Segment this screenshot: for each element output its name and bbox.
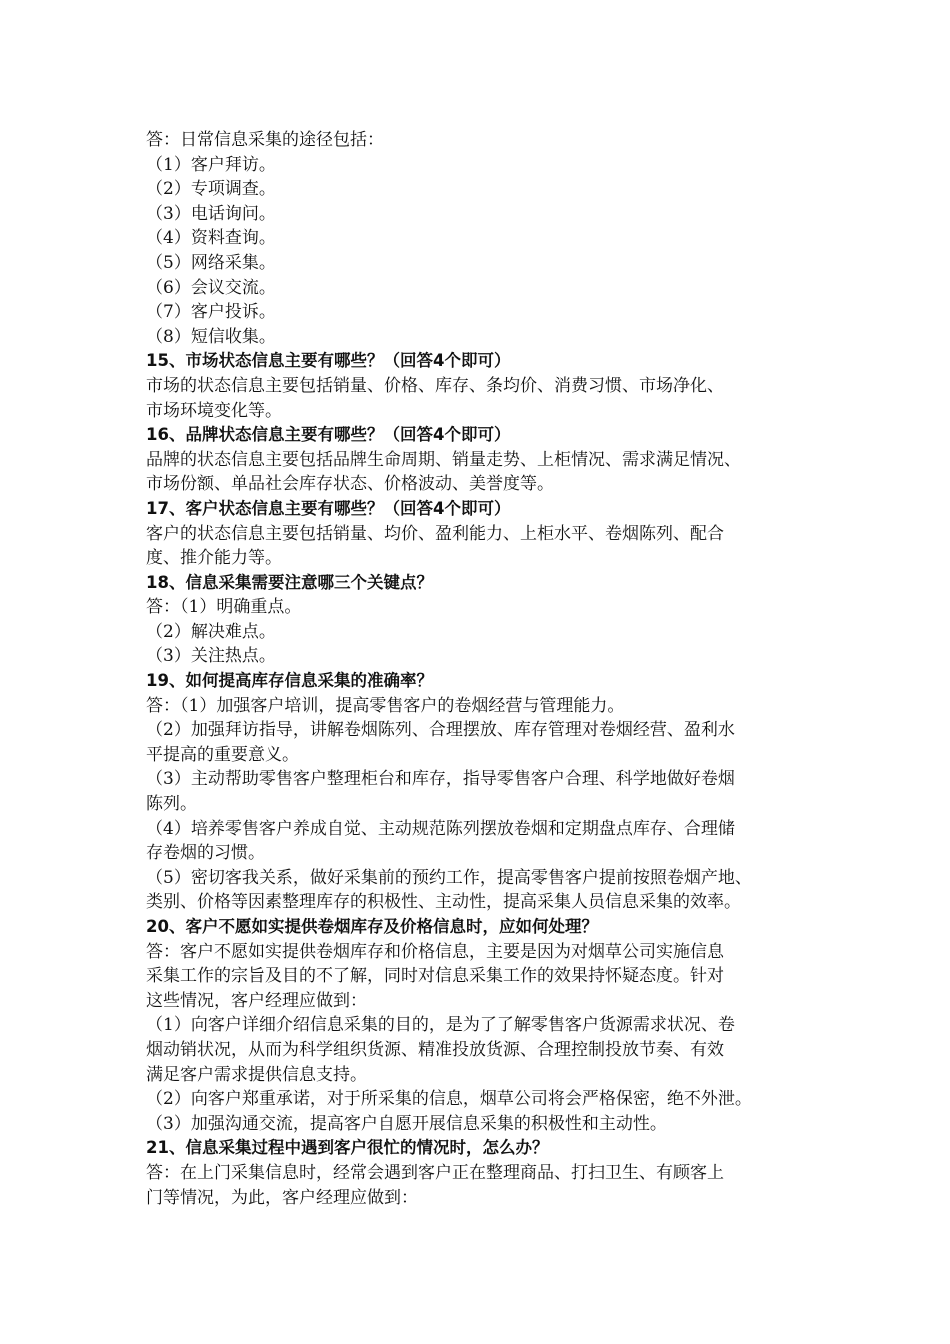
text-line: 度、推介能力等。 xyxy=(146,548,282,569)
text-line: 答：日常信息采集的途径包括： xyxy=(146,130,384,150)
text-line: （1）向客户详细介绍信息采集的目的，是为了了解零售客户货源需求状况、卷 xyxy=(146,1015,735,1036)
text-line: （3）主动帮助零售客户整理柜台和库存，指导零售客户合理、科学地做好卷烟 xyxy=(146,769,735,790)
text-line: 答：在上门采集信息时，经常会遇到客户正在整理商品、打扫卫生、有顾客上 xyxy=(146,1162,724,1183)
text-line: （3）加强沟通交流，提高客户自愿开展信息采集的积极性和主动性。 xyxy=(146,1113,667,1134)
text-line: 答：客户不愿如实提供卷烟库存和价格信息，主要是因为对烟草公司实施信息 xyxy=(146,941,724,962)
text-line: （8）短信收集。 xyxy=(146,326,276,347)
question-heading: 17、客户状态信息主要有哪些？（回答4个即可） xyxy=(146,498,511,518)
question-heading: 18、信息采集需要注意哪三个关键点？ xyxy=(146,572,433,592)
text-line: （2）加强拜访指导，讲解卷烟陈列、合理摆放、库存管理对卷烟经营、盈利水 xyxy=(146,720,735,741)
text-line: 门等情况，为此，客户经理应做到： xyxy=(146,1187,418,1208)
text-line: 采集工作的宗旨及目的不了解，同时对信息采集工作的效果持怀疑态度。针对 xyxy=(146,966,724,987)
text-line: 满足客户需求提供信息支持。 xyxy=(146,1064,367,1085)
text-line: （3）电话询问。 xyxy=(146,203,276,224)
text-line: 市场的状态信息主要包括销量、价格、库存、条均价、消费习惯、市场净化、 xyxy=(146,375,724,396)
text-line: （5）密切客我关系，做好采集前的预约工作，提高零售客户提前按照卷烟产地、 xyxy=(146,867,752,888)
text-line: （2）解决难点。 xyxy=(146,621,276,642)
text-line: （1）客户拜访。 xyxy=(146,154,276,175)
question-heading: 16、品牌状态信息主要有哪些？（回答4个即可） xyxy=(146,425,511,445)
text-line: （2）专项调查。 xyxy=(146,179,276,200)
text-line: 答：（1）加强客户培训，提高零售客户的卷烟经营与管理能力。 xyxy=(146,695,625,716)
text-line: 存卷烟的习惯。 xyxy=(146,843,265,864)
text-line: 平提高的重要意义。 xyxy=(146,744,299,765)
text-line: （4）培养零售客户养成自觉、主动规范陈列摆放卷烟和定期盘点库存、合理储 xyxy=(146,818,735,839)
document-body xyxy=(146,128,836,1210)
text-line: （5）网络采集。 xyxy=(146,252,276,273)
text-line: （2）向客户郑重承诺，对于所采集的信息，烟草公司将会严格保密，绝不外泄。 xyxy=(146,1089,752,1110)
text-line: 市场环境变化等。 xyxy=(146,400,282,421)
text-line: 答：（1）明确重点。 xyxy=(146,597,302,618)
text-line: 烟动销状况，从而为科学组织货源、精准投放货源、合理控制投放节奏、有效 xyxy=(146,1039,724,1060)
text-line: 客户的状态信息主要包括销量、均价、盈利能力、上柜水平、卷烟陈列、配合 xyxy=(146,523,724,544)
text-line: （7）客户投诉。 xyxy=(146,302,276,323)
text-line: 市场份额、单品社会库存状态、价格波动、美誉度等。 xyxy=(146,474,554,495)
text-line: 类别、价格等因素整理库存的积极性、主动性，提高采集人员信息采集的效率。 xyxy=(146,892,741,913)
text-line: 这些情况，客户经理应做到： xyxy=(146,990,367,1011)
question-heading: 19、如何提高库存信息采集的准确率？ xyxy=(146,671,433,691)
question-heading: 21、信息采集过程中遇到客户很忙的情况时，怎么办？ xyxy=(146,1138,549,1158)
text-line: （4）资料查询。 xyxy=(146,228,276,249)
question-heading: 15、市场状态信息主要有哪些？（回答4个即可） xyxy=(146,351,511,371)
question-heading: 20、客户不愿如实提供卷烟库存及价格信息时，应如何处理？ xyxy=(146,917,598,936)
text-line: （6）会议交流。 xyxy=(146,277,276,298)
text-line: （3）关注热点。 xyxy=(146,646,276,667)
text-line: 品牌的状态信息主要包括品牌生命周期、销量走势、上柜情况、需求满足情况、 xyxy=(146,449,741,470)
text-line: 陈列。 xyxy=(146,794,197,815)
